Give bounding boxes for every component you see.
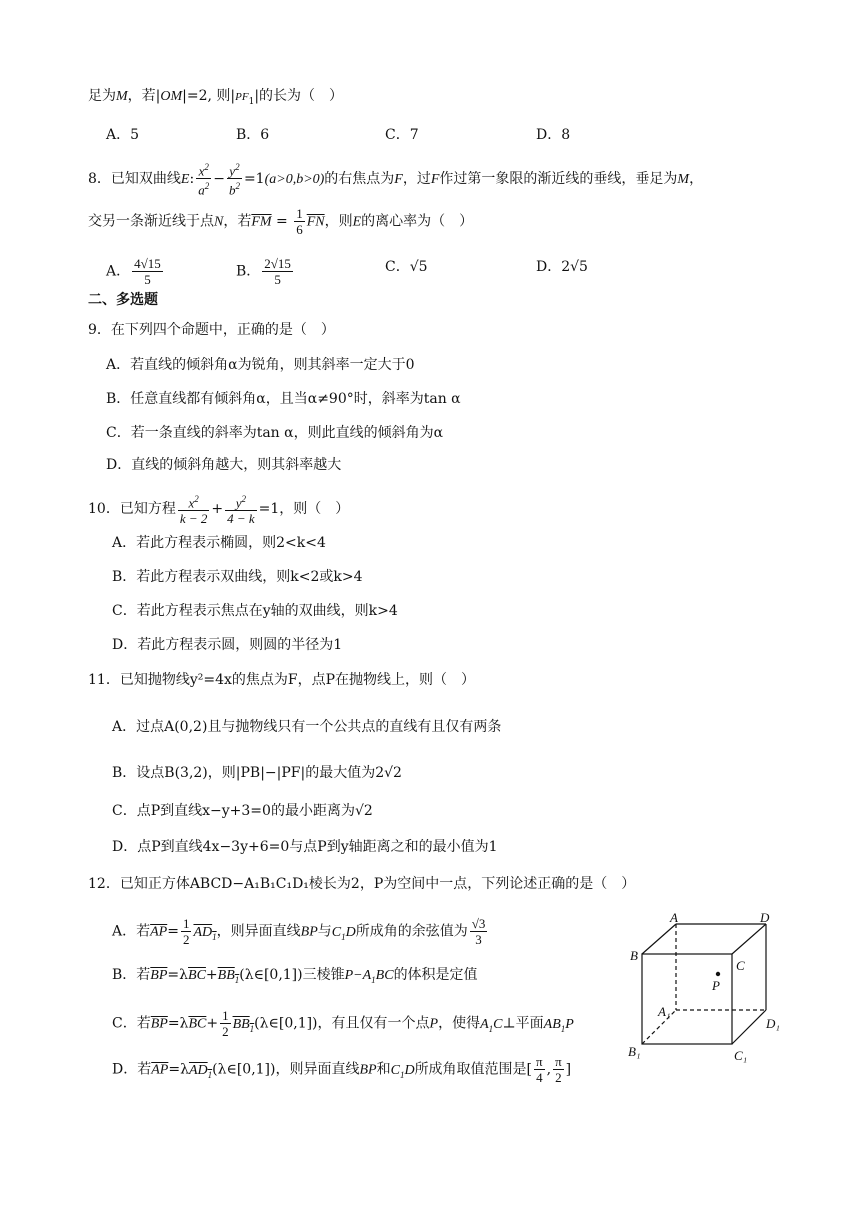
q8-option-d: D．2√5 xyxy=(536,259,588,275)
cube-label-d: D xyxy=(760,912,770,925)
cube-figure xyxy=(624,912,784,1068)
q12-stem: 12．已知正方体ABCD−A₁B₁C₁D₁棱长为2，P为空间中一点，下列论述正确的是（ ） xyxy=(88,876,636,892)
q10-option-a: A．若此方程表示椭圆，则2<k<4 xyxy=(112,535,326,551)
cube-label-b1: B₁ xyxy=(628,1044,641,1059)
q10-option-c: C．若此方程表示焦点在y轴的双曲线，则k>4 xyxy=(112,603,398,619)
q12-option-b: B．若$\overline{BP}=\lambda\overline{BC}+BB_1(\lambda\in[0,1])$三棱锥$P-A_1BC$的体积是定值 xyxy=(112,967,478,985)
q11-option-a: A．过点A(0,2)且与抛物线只有一个公共点的直线有且仅有两条 xyxy=(112,719,502,735)
cube-label-a: A xyxy=(670,912,678,925)
q11-option-d: D．点P到直线4x−3y+6=0与点P到y轴距离之和的最小值为1 xyxy=(112,839,498,855)
section-title: 二、多选题 xyxy=(88,292,158,308)
q7-option-c: C．7 xyxy=(385,127,419,143)
q9-option-c: C．若一条直线的斜率为tan α，则此直线的倾斜角为α xyxy=(106,425,444,441)
q8-option-c: C．√5 xyxy=(385,259,428,275)
cube-label-c1: C₁ xyxy=(734,1048,748,1063)
q8-stem-line2: 交另一条渐近线于点N，若$\overline{FM}$ = $\frac{1}{6}$ $\overline{FN}$，则E的离心率为（ ） xyxy=(88,206,474,237)
q11-option-b: B．设点B(3,2)，则|PB|−|PF|的最大值为2√2 xyxy=(112,765,402,781)
q9-stem: 9．在下列四个命题中，正确的是（ ） xyxy=(88,322,335,338)
q10-option-d: D．若此方程表示圆，则圆的半径为1 xyxy=(112,637,343,653)
q12-option-a: A．若$\overline{AP}=$ $\frac{1}{2}$ $AD_1$，则异面直线BP与$C_1D$所成角的余弦值为 $\frac{√3}{3}$ xyxy=(112,916,486,947)
cube-label-a1: A₁ xyxy=(658,1004,671,1019)
q11-option-c: C．点P到直线x−y+3=0的最小距离为√2 xyxy=(112,803,373,819)
q12-option-d: D．若$\overline{AP}=\lambda AD_1(\lambda\in[0,1])$，则异面直线BP和$C_1D$所成角取值范围是[ $\frac{\pi}{4}$ , $\frac{\pi}{2}$ ] xyxy=(112,1054,572,1085)
point-p xyxy=(716,972,720,976)
q8-option-a: A． $\frac{4√15}{5}$ xyxy=(106,256,161,287)
q9-option-d: D．直线的倾斜角越大，则其斜率越大 xyxy=(106,457,342,473)
cube-label-b: B xyxy=(630,948,638,963)
q7-option-b: B．6 xyxy=(236,127,270,143)
q7-option-d: D．8 xyxy=(536,127,571,143)
q8-stem-line1: 8．已知双曲线E: $\frac{x^2}{a^2}$ − $\frac{y^2}{b^2}$ =1(a>0,b>0)的右焦点为F，过F作过第一象限的渐近线的垂线，垂足为M， xyxy=(88,162,704,198)
q11-stem: 11．已知抛物线y²=4x的焦点为F，点P在抛物线上，则（ ） xyxy=(88,672,476,688)
q9-option-b: B．任意直线都有倾斜角α，且当α≠90°时，斜率为tan α xyxy=(106,391,461,407)
q10-stem: 10．已知方程 $\frac{x^2}{k - 2}$ + $\frac{y^2}{4 - k}$ =1，则（ ） xyxy=(88,494,350,527)
q12-option-c: C．若$\overline{BP}=\lambda\overline{BC}+$ $\frac{1}{2}$ $BB_1(\lambda\in[0,1])$，有且仅有一个点P，使得$A_1C\perp$平面$AB_1P$ xyxy=(112,1008,574,1039)
q7-tail-text: 足为M，若|OM|=2, 则$|PF_1|$的长为（ ） xyxy=(88,88,344,107)
cube-label-p: P xyxy=(712,978,720,993)
q7-option-a: A．5 xyxy=(106,127,140,143)
cube-label-c: C xyxy=(736,958,745,973)
q9-option-a: A．若直线的倾斜角α为锐角，则其斜率一定大于0 xyxy=(106,357,415,373)
q10-option-b: B．若此方程表示双曲线，则k<2或k>4 xyxy=(112,569,363,585)
q8-option-b: B． $\frac{2√15}{5}$ xyxy=(236,256,291,287)
cube-label-d1: D₁ xyxy=(766,1016,780,1031)
